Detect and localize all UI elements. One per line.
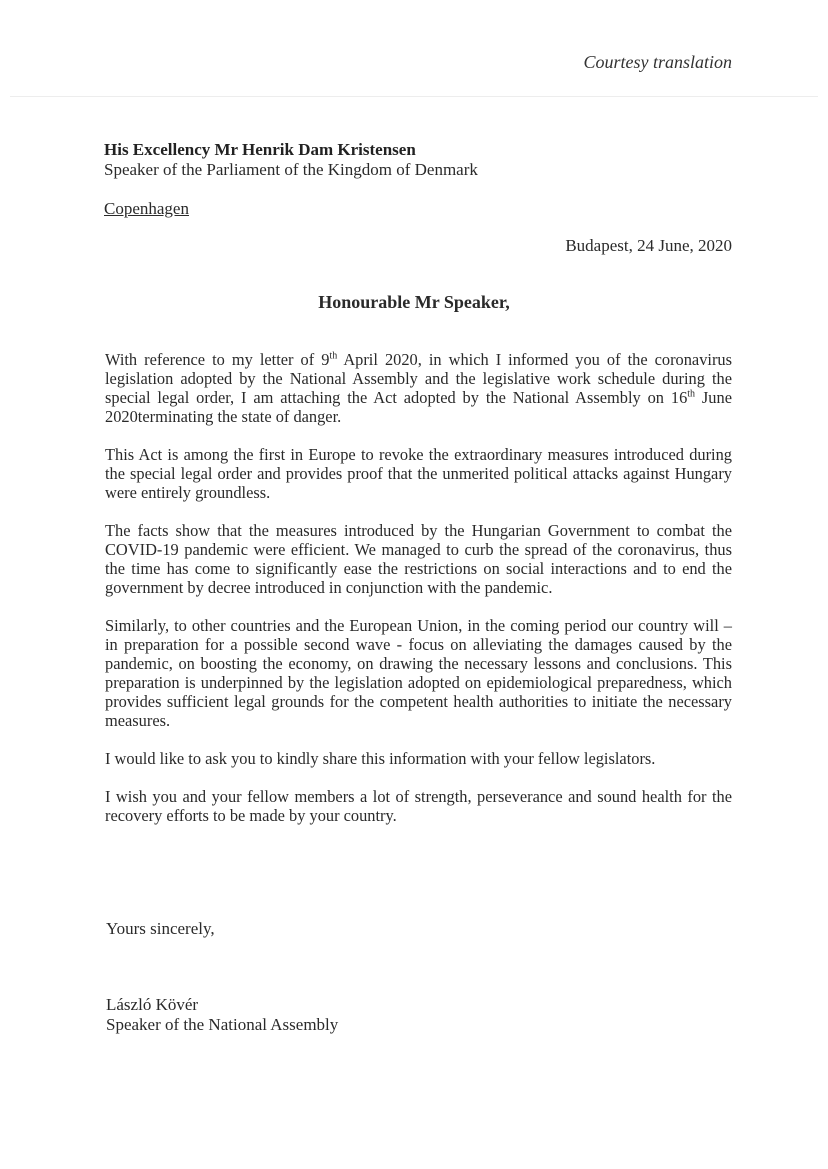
header-divider <box>10 96 818 97</box>
sender-title: Speaker of the National Assembly <box>106 1015 339 1034</box>
recipient-title: Speaker of the Parliament of the Kingdom of Denmark <box>104 160 478 179</box>
letter-date: Budapest, 24 June, 2020 <box>565 236 732 255</box>
paragraph-5: I would like to ask you to kindly share this information with your fellow legislators. <box>105 749 656 768</box>
sender-name: László Kövér <box>106 995 199 1014</box>
letter-body <box>105 350 732 844</box>
paragraph-6: I wish you and your fellow members a lot of strength, perseverance and sound health for the recovery efforts to be made by your country. <box>105 787 732 825</box>
paragraph-1-part-c: June 2020terminating the state of danger. <box>105 388 732 426</box>
paragraph-3: The facts show that the measures introduced by the Hungarian Government to combat the COVID-19 pandemic were efficient. We managed to curb the spread of the coronavirus, thus the time has come to significantly ease the restrictions on social interactions and to end the government by decree introduced in conjunction with the pandemic. <box>105 521 732 597</box>
closing: Yours sincerely, <box>106 919 215 938</box>
paragraph-4: Similarly, to other countries and the European Union, in the coming period our country will – in preparation for a possible second wave - focus on alleviating the damages caused by the pandemic, on boosting the economy, on drawing the necessary lessons and conclusions. This preparation is underpinned by the legislation adopted on epidemiological preparedness, which provides sufficient legal grounds for the competent health authorities to initiate the necessary measures. <box>105 616 732 730</box>
paragraph-1 <box>105 350 732 426</box>
recipient-name: His Excellency Mr Henrik Dam Kristensen <box>104 140 416 159</box>
paragraph-1-part-a: With reference to my letter of 9 <box>105 350 330 369</box>
recipient-block <box>104 140 744 180</box>
ordinal-suffix: th <box>329 350 338 362</box>
ordinal-suffix: th <box>687 388 696 400</box>
courtesy-translation-label: Courtesy translation <box>583 52 732 72</box>
paragraph-2: This Act is among the first in Europe to revoke the extraordinary measures introduced during the special legal order and provides proof that the unmerited political attacks against Hungary were entirely groundless. <box>105 445 732 502</box>
recipient-city: Copenhagen <box>104 199 189 218</box>
salutation: Honourable Mr Speaker, <box>318 292 510 312</box>
signature-block <box>106 995 338 1035</box>
paragraph-1-part-b: April 2020, in which I informed you of the coronavirus legislation adopted by the National Assembly and the legislative work schedule during the special legal order, I am attaching the Act adopted by the National Assembly on 16 <box>105 350 732 407</box>
